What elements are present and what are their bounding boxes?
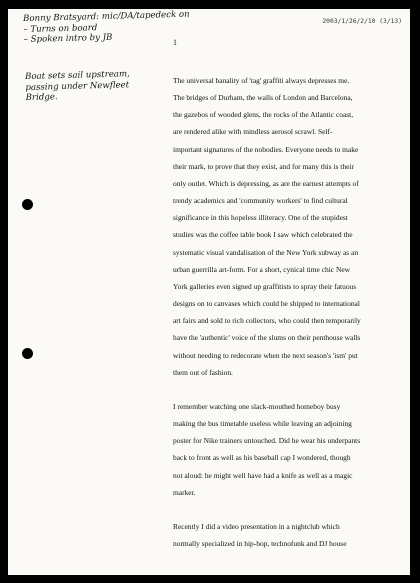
text-line: have the 'authentic' voice of the slums on their penthouse walls [173, 333, 361, 343]
text-line: marker. [173, 487, 196, 497]
handwritten-reference: 2003/1/26/2/10 (3/13) [322, 18, 402, 25]
text-line: their mark, to prove that they exist, and for many this is their [173, 161, 354, 171]
text-line: making the bus timetable useless while leaving an adjoining [173, 419, 352, 429]
text-line: important signatures of the nobodies. Everyone needs to make [173, 144, 359, 154]
text-line: The universal banality of 'tag' graffiti always depresses me. [173, 76, 350, 85]
text-line: not aloud: he might well have had a knife as well as a magic [173, 470, 353, 480]
handwritten-margin-note [25, 69, 131, 103]
handwritten-header-line: – Turns on board [23, 22, 98, 35]
margin-note-line: Boat sets sail upstream, [25, 69, 130, 82]
margin-note-line: Bridge. [25, 92, 58, 103]
text-line: the gazebos of wooded glens, the rocks of the Atlantic coast, [173, 110, 354, 120]
page-number: 1 [173, 38, 177, 47]
document-page [8, 9, 410, 575]
text-line: studies was the coffee table book I saw which celebrated the [173, 230, 353, 240]
text-line: significance in this hopeless illiteracy. One of the stupidest [173, 213, 348, 223]
text-line: only outlet. Which is depressing, as are the earnest attempts of [173, 178, 359, 188]
text-line: poster for Nike trainers untouched. Did he wear his underpants [173, 436, 361, 446]
text-line: designs on to canvases which could be shipped to international [173, 299, 360, 309]
punch-hole [22, 199, 33, 210]
paragraph [173, 72, 400, 381]
text-line: The bridges of Durham, the walls of London and Barcelona, [173, 93, 353, 103]
text-line: them out of fashion. [173, 367, 233, 377]
text-line: normally specialized in hip-hop, technofunk and DJ house [173, 539, 347, 549]
handwritten-header-line: Bonny Bratsyard: mic/DA/tapedeck on [23, 9, 190, 24]
text-line: I remember watching one slack-mouthed homeboy busy [173, 401, 341, 411]
text-line: urban guerrilla art-form. For a short, cynical time chic New [173, 264, 350, 274]
margin-note-line: passing under Newfleet [25, 79, 130, 93]
text-line: without needing to redecorate when the next season's 'ism' put [173, 350, 358, 360]
punch-hole [22, 348, 33, 359]
text-line: systematic visual vandalisation of the New York subway as an [173, 247, 359, 257]
text-line: York galleries even signed up graffitists to spray their fatuous [173, 281, 357, 291]
handwritten-header-line: – Spoken intro by JB [23, 32, 113, 45]
text-line: are rendered alike with mindless aerosol scrawl. Self- [173, 127, 333, 137]
text-line: Recently I did a video presentation in a nightclub which [173, 522, 340, 532]
text-line: trendy academics and 'community workers' to find cultural [173, 196, 348, 206]
handwritten-header [23, 10, 190, 46]
paragraph [173, 398, 400, 501]
paragraph [173, 518, 400, 552]
body-text [173, 72, 400, 569]
text-line: back to front as well as his baseball cap I wondered, though [173, 453, 351, 463]
text-line: art fairs and sold to rich collectors, who could then temporarily [173, 316, 361, 326]
